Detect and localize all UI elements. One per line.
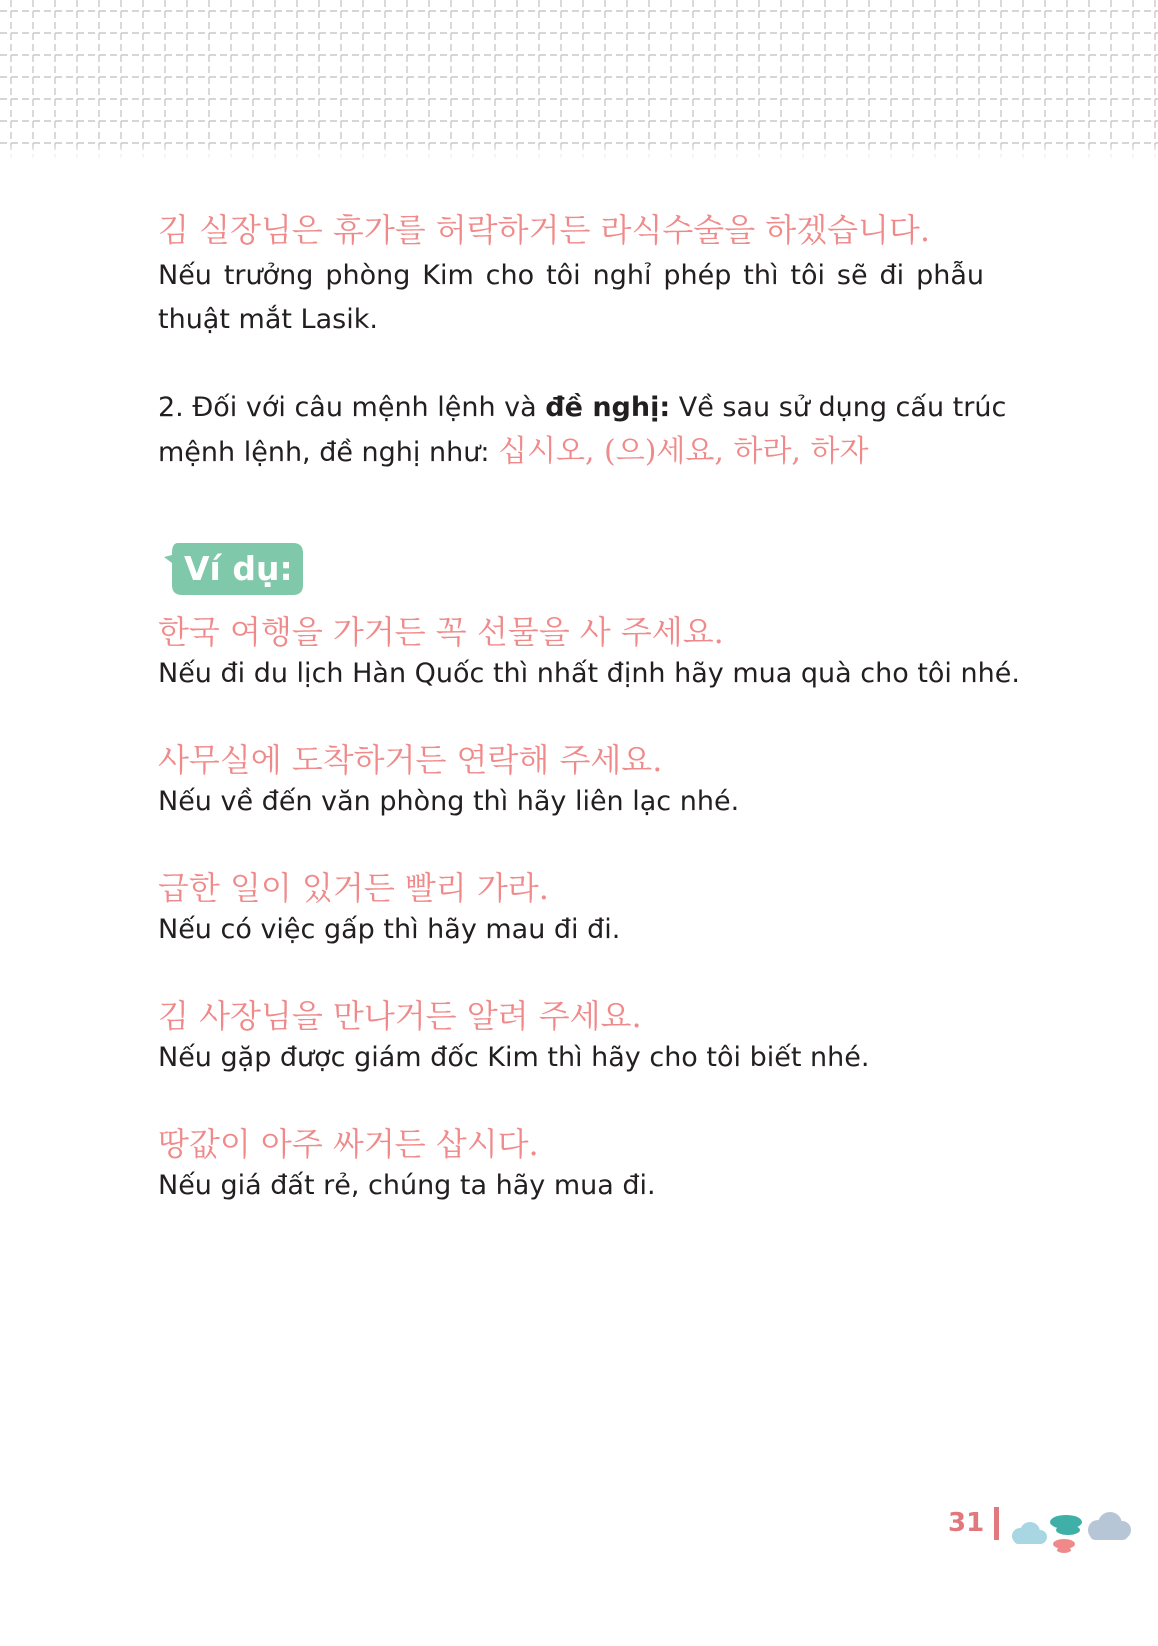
example-vietnamese-translation: Nếu có việc gấp thì hãy mau đi đi. — [158, 914, 621, 945]
rule-line — [158, 430, 984, 475]
example-korean-sentence: 사무실에 도착하거든 연락해 주세요. — [158, 741, 663, 779]
rule-paragraph — [158, 386, 1007, 475]
example-korean-sentence: 김 실장님은 휴가를 허락하거든 라식수술을 하겠습니다. — [158, 211, 931, 249]
grid-pattern-header — [0, 0, 1158, 160]
example-korean-sentence: 땅값이 아주 싸거든 삽시다. — [158, 1125, 539, 1163]
example-vietnamese-translation: Nếu về đến văn phòng thì hãy liên lạc nhé. — [158, 786, 740, 817]
example-korean-sentence: 급한 일이 있거든 빨리 가라. — [158, 869, 549, 907]
example-badge — [164, 541, 305, 597]
clouds-icon — [1006, 1500, 1136, 1560]
page-divider — [994, 1507, 999, 1540]
example-vietnamese-translation: Nếu gặp được giám đốc Kim thì hãy cho tôi biết nhé. — [158, 1042, 870, 1073]
translation-line: thuật mắt Lasik. — [158, 304, 378, 335]
example-vietnamese-translation — [158, 254, 984, 342]
example-korean-sentence: 김 사장님을 만나거든 알려 주세요. — [158, 997, 642, 1035]
rule-line — [158, 386, 1007, 430]
rule-korean-forms: 십시오, (으)세요, 하라, 하자 — [498, 434, 869, 469]
rule-lead-text: 2. Đối với câu mệnh lệnh và — [158, 392, 546, 423]
rule-line2-text: mệnh lệnh, đề nghị như: — [158, 437, 499, 468]
page-number: 31 — [948, 1508, 985, 1538]
rule-rest-text: Về sau sử dụng cấu trúc — [670, 392, 1007, 423]
translation-line: Nếu trưởng phòng Kim cho tôi nghỉ phép thì tôi sẽ đi phẫu — [158, 260, 984, 291]
rule-bold-text: đề nghị: — [545, 392, 671, 423]
example-korean-sentence: 한국 여행을 가거든 꼭 선물을 사 주세요. — [158, 613, 724, 651]
example-vietnamese-translation: Nếu đi du lịch Hàn Quốc thì nhất định hãy mua quà cho tôi nhé. — [158, 658, 1020, 689]
example-vietnamese-translation: Nếu giá đất rẻ, chúng ta hãy mua đi. — [158, 1170, 656, 1201]
example-badge-label: Ví dụ: — [184, 549, 293, 588]
